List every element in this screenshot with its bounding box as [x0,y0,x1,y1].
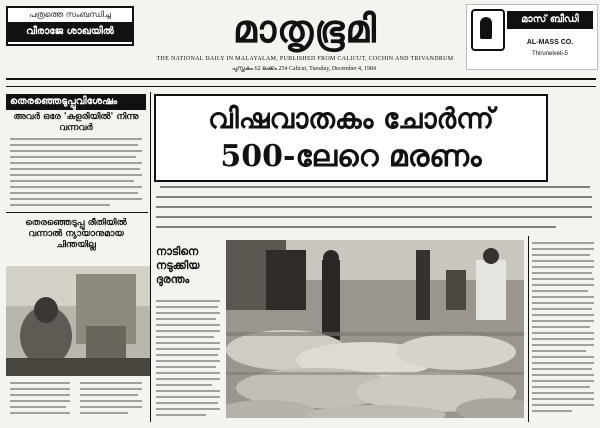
side-story [156,245,220,287]
banner-line-1: വിഷവാതകം ചോർന്ന് [208,102,494,135]
column-divider-left [150,92,151,422]
banner-headline [154,94,548,182]
left-section-heading: തെരഞ്ഞെടുപ്പുവിശേഷം [6,94,146,110]
column-divider-right [528,236,529,422]
masthead-title: മാതൃഭൂമി [233,6,377,51]
side-story-headline: നാടിനെ നടുക്കിയ ദുരന്തം [156,245,200,286]
left-subhead-2: തെരഞ്ഞെടുപ്പു രീതിയിൽ വന്നാൽ ന്യായാനുമായ ചിന്തയില്ല [25,218,127,250]
left-photo [6,266,150,376]
banner-line-2: 500-ലേറെ മരണം [220,139,482,174]
left-ad-top-text: പത്രത്തെ സംബന്ധിച്ച [29,10,111,19]
right-ad-city: Thirunelveli-5 [531,51,568,57]
right-ad-company: AL-MASS CO. [526,39,574,46]
masthead-rule-thin [6,86,596,87]
left-divider [6,212,148,213]
left-ad-box [6,6,134,46]
right-ad-box [466,4,598,70]
masthead-dateline: പുസ്തകം 62 ലക്കം 254 Calicut, Tuesday, December 4, 1984 [232,66,376,72]
right-ad-brand: മാസ് ബീഡി [507,11,593,29]
masthead-rule [6,78,596,80]
main-photo [226,240,524,418]
brand-logo-icon [471,9,505,51]
left-subhead-1: അവർ ഒരേ 'കളരിയിൽ' നിന്നു വന്നവർ [13,112,139,133]
left-ad-band-text: വീരാജേ ശാഖയിൽ [8,22,132,42]
masthead-tagline: THE NATIONAL DAILY IN MALAYALAM, PUBLISHED FROM CALICUT, COCHIN AND TRIVANDRUM [156,56,454,62]
